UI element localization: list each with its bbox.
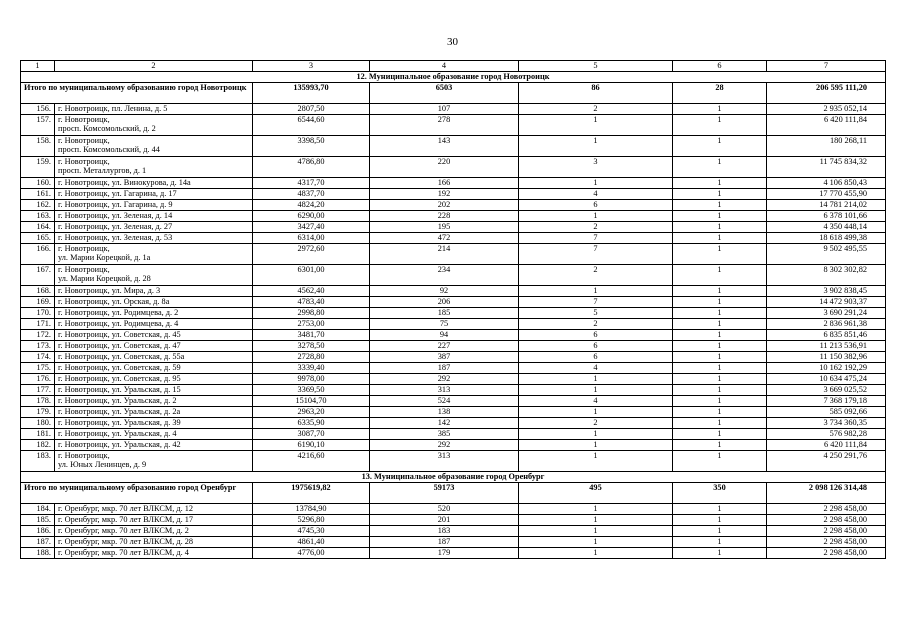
table-row	[21, 178, 886, 189]
table-row	[21, 363, 886, 374]
residents-cell: 472	[370, 233, 519, 244]
table-row	[21, 341, 886, 352]
cost-cell: 11 745 834,32	[767, 157, 886, 178]
row-number: 169.	[21, 297, 55, 308]
c6-cell: 1	[673, 178, 767, 189]
row-number: 182.	[21, 440, 55, 451]
area-cell: 9978,00	[253, 374, 370, 385]
row-number: 177.	[21, 385, 55, 396]
row-number: 174.	[21, 352, 55, 363]
section-total-row	[21, 83, 886, 104]
table-row	[21, 330, 886, 341]
table-row	[21, 244, 886, 265]
address-cell: г. Новотроицк, пл. Ленина, д. 5	[55, 104, 253, 115]
address-cell: г. Новотроицк, ул. Мира, д. 3	[55, 286, 253, 297]
c6-cell: 1	[673, 407, 767, 418]
c6-cell: 1	[673, 286, 767, 297]
residents-cell: 201	[370, 515, 519, 526]
c5-cell: 1	[519, 515, 673, 526]
cost-cell: 11 150 382,96	[767, 352, 886, 363]
c6-cell: 1	[673, 548, 767, 559]
c5-cell: 4	[519, 189, 673, 200]
column-header: 2	[55, 61, 253, 72]
page-number: 30	[447, 36, 458, 48]
address-cell: г. Новотроицк, ул. Уральская, д. 2	[55, 396, 253, 407]
address-cell: г. Новотроицк, ул. Винокурова, д. 14а	[55, 178, 253, 189]
table-row	[21, 548, 886, 559]
area-cell: 3087,70	[253, 429, 370, 440]
address-cell: г. Новотроицк, ул. Уральская, д. 15	[55, 385, 253, 396]
address-cell: г. Новотроицк, просп. Металлургов, д. 1	[55, 157, 253, 178]
table-row	[21, 286, 886, 297]
row-number: 166.	[21, 244, 55, 265]
table-row	[21, 211, 886, 222]
table-row	[21, 157, 886, 178]
cost-cell: 2 298 458,00	[767, 515, 886, 526]
area-cell: 4786,80	[253, 157, 370, 178]
c5-cell: 1	[519, 178, 673, 189]
address-cell: г. Оренбург, мкр. 70 лет ВЛКСМ, д. 17	[55, 515, 253, 526]
cost-cell: 11 213 536,91	[767, 341, 886, 352]
c6-cell: 1	[673, 418, 767, 429]
section-title: 12. Муниципальное образование город Новотроицк	[21, 72, 886, 83]
c6-cell: 1	[673, 330, 767, 341]
c5-cell: 1	[519, 374, 673, 385]
row-number: 156.	[21, 104, 55, 115]
area-cell: 4562,40	[253, 286, 370, 297]
cost-cell: 10 162 192,29	[767, 363, 886, 374]
area-cell: 4783,40	[253, 297, 370, 308]
residents-cell: 94	[370, 330, 519, 341]
residents-cell: 278	[370, 115, 519, 136]
address-cell: г. Новотроицк, ул. Зеленая, д. 53	[55, 233, 253, 244]
residents-cell: 228	[370, 211, 519, 222]
registry-table	[20, 60, 886, 559]
c5-cell: 6	[519, 341, 673, 352]
residents-cell: 187	[370, 363, 519, 374]
residents-cell: 187	[370, 537, 519, 548]
table-row	[21, 189, 886, 200]
address-cell: г. Новотроицк, ул. Орская, д. 8а	[55, 297, 253, 308]
total-c5: 495	[519, 483, 673, 504]
area-cell: 2728,80	[253, 352, 370, 363]
area-cell: 3369,50	[253, 385, 370, 396]
row-number: 175.	[21, 363, 55, 374]
cost-cell: 3 690 291,24	[767, 308, 886, 319]
table-row	[21, 537, 886, 548]
c6-cell: 1	[673, 429, 767, 440]
address-cell: г. Новотроицк, ул. Юных Ленинцев, д. 9	[55, 451, 253, 472]
residents-cell: 92	[370, 286, 519, 297]
row-number: 178.	[21, 396, 55, 407]
c5-cell: 3	[519, 157, 673, 178]
row-number: 176.	[21, 374, 55, 385]
c6-cell: 1	[673, 352, 767, 363]
c5-cell: 1	[519, 286, 673, 297]
registry-table-body	[21, 61, 886, 559]
c5-cell: 1	[519, 548, 673, 559]
table-row	[21, 451, 886, 472]
c6-cell: 1	[673, 104, 767, 115]
c5-cell: 7	[519, 297, 673, 308]
table-row	[21, 429, 886, 440]
c5-cell: 6	[519, 200, 673, 211]
cost-cell: 2 298 458,00	[767, 548, 886, 559]
total-c3: 135993,70	[253, 83, 370, 104]
c6-cell: 1	[673, 504, 767, 515]
table-row	[21, 104, 886, 115]
area-cell: 2998,80	[253, 308, 370, 319]
row-number: 158.	[21, 136, 55, 157]
address-cell: г. Оренбург, мкр. 70 лет ВЛКСМ, д. 4	[55, 548, 253, 559]
c6-cell: 1	[673, 222, 767, 233]
c6-cell: 1	[673, 157, 767, 178]
row-number: 185.	[21, 515, 55, 526]
c5-cell: 7	[519, 244, 673, 265]
c5-cell: 1	[519, 211, 673, 222]
cost-cell: 17 770 455,90	[767, 189, 886, 200]
row-number: 171.	[21, 319, 55, 330]
cost-cell: 7 368 179,18	[767, 396, 886, 407]
total-c4: 6503	[370, 83, 519, 104]
residents-cell: 220	[370, 157, 519, 178]
residents-cell: 214	[370, 244, 519, 265]
row-number: 168.	[21, 286, 55, 297]
row-number: 170.	[21, 308, 55, 319]
row-number: 157.	[21, 115, 55, 136]
area-cell: 3339,40	[253, 363, 370, 374]
c6-cell: 1	[673, 451, 767, 472]
table-row	[21, 385, 886, 396]
cost-cell: 4 350 448,14	[767, 222, 886, 233]
address-cell: г. Новотроицк, ул. Советская, д. 59	[55, 363, 253, 374]
residents-cell: 385	[370, 429, 519, 440]
residents-cell: 206	[370, 297, 519, 308]
c5-cell: 1	[519, 537, 673, 548]
cost-cell: 14 472 903,37	[767, 297, 886, 308]
total-c6: 350	[673, 483, 767, 504]
row-number: 173.	[21, 341, 55, 352]
c6-cell: 1	[673, 265, 767, 286]
area-cell: 2963,20	[253, 407, 370, 418]
c6-cell: 1	[673, 244, 767, 265]
area-cell: 13784,90	[253, 504, 370, 515]
c6-cell: 1	[673, 526, 767, 537]
address-cell: г. Новотроицк, ул. Зеленая, д. 14	[55, 211, 253, 222]
residents-cell: 185	[370, 308, 519, 319]
address-cell: г. Оренбург, мкр. 70 лет ВЛКСМ, д. 12	[55, 504, 253, 515]
table-row	[21, 222, 886, 233]
c5-cell: 6	[519, 330, 673, 341]
table-row	[21, 265, 886, 286]
table-row	[21, 200, 886, 211]
address-cell: г. Новотроицк, ул. Советская, д. 47	[55, 341, 253, 352]
cost-cell: 585 092,66	[767, 407, 886, 418]
c6-cell: 1	[673, 233, 767, 244]
cost-cell: 6 378 101,66	[767, 211, 886, 222]
c6-cell: 1	[673, 136, 767, 157]
address-cell: г. Новотроицк, ул. Зеленая, д. 27	[55, 222, 253, 233]
area-cell: 3398,50	[253, 136, 370, 157]
area-cell: 15104,70	[253, 396, 370, 407]
cost-cell: 2 298 458,00	[767, 526, 886, 537]
row-number: 159.	[21, 157, 55, 178]
total-c4: 59173	[370, 483, 519, 504]
table-row	[21, 515, 886, 526]
table-row	[21, 396, 886, 407]
area-cell: 2972,60	[253, 244, 370, 265]
address-cell: г. Новотроицк, ул. Советская, д. 45	[55, 330, 253, 341]
column-header: 6	[673, 61, 767, 72]
c6-cell: 1	[673, 374, 767, 385]
area-cell: 2753,00	[253, 319, 370, 330]
cost-cell: 180 268,11	[767, 136, 886, 157]
c6-cell: 1	[673, 515, 767, 526]
cost-cell: 576 982,28	[767, 429, 886, 440]
section-title-row	[21, 472, 886, 483]
c6-cell: 1	[673, 363, 767, 374]
cost-cell: 10 634 475,24	[767, 374, 886, 385]
row-number: 179.	[21, 407, 55, 418]
residents-cell: 520	[370, 504, 519, 515]
c6-cell: 1	[673, 115, 767, 136]
address-cell: г. Новотроицк, ул. Уральская, д. 2а	[55, 407, 253, 418]
total-label: Итого по муниципальному образованию город Новотроицк	[21, 83, 253, 104]
residents-cell: 227	[370, 341, 519, 352]
address-cell: г. Оренбург, мкр. 70 лет ВЛКСМ, д. 2	[55, 526, 253, 537]
address-cell: г. Новотроицк, просп. Комсомольский, д. 44	[55, 136, 253, 157]
c5-cell: 1	[519, 115, 673, 136]
residents-cell: 75	[370, 319, 519, 330]
c5-cell: 1	[519, 504, 673, 515]
residents-cell: 143	[370, 136, 519, 157]
cost-cell: 3 902 838,45	[767, 286, 886, 297]
residents-cell: 524	[370, 396, 519, 407]
row-number: 160.	[21, 178, 55, 189]
cost-cell: 4 106 850,43	[767, 178, 886, 189]
cost-cell: 8 302 302,82	[767, 265, 886, 286]
c5-cell: 4	[519, 363, 673, 374]
area-cell: 3278,50	[253, 341, 370, 352]
area-cell: 6544,60	[253, 115, 370, 136]
c5-cell: 1	[519, 440, 673, 451]
address-cell: г. Оренбург, мкр. 70 лет ВЛКСМ, д. 28	[55, 537, 253, 548]
area-cell: 4216,60	[253, 451, 370, 472]
area-cell: 3427,40	[253, 222, 370, 233]
c5-cell: 6	[519, 352, 673, 363]
table-row	[21, 297, 886, 308]
area-cell: 3481,70	[253, 330, 370, 341]
c5-cell: 2	[519, 222, 673, 233]
row-number: 188.	[21, 548, 55, 559]
residents-cell: 107	[370, 104, 519, 115]
address-cell: г. Новотроицк, ул. Гагарина, д. 9	[55, 200, 253, 211]
row-number: 181.	[21, 429, 55, 440]
row-number: 187.	[21, 537, 55, 548]
table-row	[21, 407, 886, 418]
total-c7: 2 098 126 314,48	[767, 483, 886, 504]
cost-cell: 6 420 111,84	[767, 115, 886, 136]
c5-cell: 1	[519, 451, 673, 472]
address-cell: г. Новотроицк, ул. Уральская, д. 42	[55, 440, 253, 451]
c5-cell: 1	[519, 429, 673, 440]
c5-cell: 1	[519, 526, 673, 537]
row-number: 162.	[21, 200, 55, 211]
address-cell: г. Новотроицк, ул. Марии Корецкой, д. 28	[55, 265, 253, 286]
cost-cell: 6 420 111,84	[767, 440, 886, 451]
residents-cell: 166	[370, 178, 519, 189]
area-cell: 6314,00	[253, 233, 370, 244]
column-header: 1	[21, 61, 55, 72]
table-row	[21, 526, 886, 537]
c6-cell: 1	[673, 341, 767, 352]
total-c3: 1975619,82	[253, 483, 370, 504]
row-number: 180.	[21, 418, 55, 429]
total-c7: 206 595 111,20	[767, 83, 886, 104]
address-cell: г. Новотроицк, ул. Советская, д. 55а	[55, 352, 253, 363]
cost-cell: 3 669 025,52	[767, 385, 886, 396]
table-row	[21, 308, 886, 319]
cost-cell: 2 298 458,00	[767, 537, 886, 548]
area-cell: 5296,80	[253, 515, 370, 526]
table-row	[21, 504, 886, 515]
row-number: 186.	[21, 526, 55, 537]
row-number: 172.	[21, 330, 55, 341]
cost-cell: 2 935 052,14	[767, 104, 886, 115]
c6-cell: 1	[673, 200, 767, 211]
cost-cell: 3 734 360,35	[767, 418, 886, 429]
area-cell: 4745,30	[253, 526, 370, 537]
area-cell: 4776,00	[253, 548, 370, 559]
address-cell: г. Новотроицк, просп. Комсомольский, д. 2	[55, 115, 253, 136]
residents-cell: 292	[370, 440, 519, 451]
row-number: 164.	[21, 222, 55, 233]
area-cell: 4861,40	[253, 537, 370, 548]
column-header: 4	[370, 61, 519, 72]
c5-cell: 4	[519, 396, 673, 407]
c6-cell: 1	[673, 440, 767, 451]
area-cell: 2807,50	[253, 104, 370, 115]
residents-cell: 195	[370, 222, 519, 233]
address-cell: г. Новотроицк, ул. Уральская, д. 39	[55, 418, 253, 429]
table-row	[21, 440, 886, 451]
residents-cell: 192	[370, 189, 519, 200]
cost-cell: 4 250 291,76	[767, 451, 886, 472]
residents-cell: 138	[370, 407, 519, 418]
residents-cell: 387	[370, 352, 519, 363]
c5-cell: 5	[519, 308, 673, 319]
cost-cell: 9 502 495,55	[767, 244, 886, 265]
cost-cell: 2 298 458,00	[767, 504, 886, 515]
c6-cell: 1	[673, 537, 767, 548]
table-row	[21, 374, 886, 385]
c6-cell: 1	[673, 308, 767, 319]
c5-cell: 2	[519, 104, 673, 115]
address-cell: г. Новотроицк, ул. Марии Корецкой, д. 1а	[55, 244, 253, 265]
c6-cell: 1	[673, 385, 767, 396]
address-cell: г. Новотроицк, ул. Советская, д. 95	[55, 374, 253, 385]
area-cell: 6190,10	[253, 440, 370, 451]
residents-cell: 234	[370, 265, 519, 286]
c6-cell: 1	[673, 297, 767, 308]
row-number: 163.	[21, 211, 55, 222]
column-header: 7	[767, 61, 886, 72]
column-header-row	[21, 61, 886, 72]
section-total-row	[21, 483, 886, 504]
residents-cell: 313	[370, 451, 519, 472]
table-row	[21, 319, 886, 330]
c5-cell: 1	[519, 407, 673, 418]
total-c6: 28	[673, 83, 767, 104]
row-number: 165.	[21, 233, 55, 244]
column-header: 3	[253, 61, 370, 72]
c6-cell: 1	[673, 189, 767, 200]
cost-cell: 18 618 499,38	[767, 233, 886, 244]
c5-cell: 2	[519, 265, 673, 286]
section-title: 13. Муниципальное образование город Оренбург	[21, 472, 886, 483]
residents-cell: 313	[370, 385, 519, 396]
c6-cell: 1	[673, 396, 767, 407]
table-row	[21, 115, 886, 136]
table-row	[21, 233, 886, 244]
c5-cell: 1	[519, 385, 673, 396]
address-cell: г. Новотроицк, ул. Гагарина, д. 17	[55, 189, 253, 200]
cost-cell: 6 835 851,46	[767, 330, 886, 341]
c6-cell: 1	[673, 211, 767, 222]
row-number: 167.	[21, 265, 55, 286]
cost-cell: 2 836 961,38	[767, 319, 886, 330]
area-cell: 6301,00	[253, 265, 370, 286]
c6-cell: 1	[673, 319, 767, 330]
area-cell: 6335,90	[253, 418, 370, 429]
area-cell: 4824,20	[253, 200, 370, 211]
c5-cell: 2	[519, 319, 673, 330]
total-label: Итого по муниципальному образованию город Оренбург	[21, 483, 253, 504]
c5-cell: 1	[519, 136, 673, 157]
c5-cell: 2	[519, 418, 673, 429]
c5-cell: 7	[519, 233, 673, 244]
address-cell: г. Новотроицк, ул. Уральская, д. 4	[55, 429, 253, 440]
residents-cell: 142	[370, 418, 519, 429]
residents-cell: 292	[370, 374, 519, 385]
total-c5: 86	[519, 83, 673, 104]
area-cell: 4837,70	[253, 189, 370, 200]
address-cell: г. Новотроицк, ул. Родимцева, д. 2	[55, 308, 253, 319]
column-header: 5	[519, 61, 673, 72]
row-number: 184.	[21, 504, 55, 515]
area-cell: 6290,00	[253, 211, 370, 222]
area-cell: 4317,70	[253, 178, 370, 189]
table-row	[21, 418, 886, 429]
row-number: 183.	[21, 451, 55, 472]
cost-cell: 14 781 214,02	[767, 200, 886, 211]
address-cell: г. Новотроицк, ул. Родимцева, д. 4	[55, 319, 253, 330]
table-row	[21, 136, 886, 157]
residents-cell: 202	[370, 200, 519, 211]
table-row	[21, 352, 886, 363]
row-number: 161.	[21, 189, 55, 200]
residents-cell: 183	[370, 526, 519, 537]
residents-cell: 179	[370, 548, 519, 559]
section-title-row	[21, 72, 886, 83]
